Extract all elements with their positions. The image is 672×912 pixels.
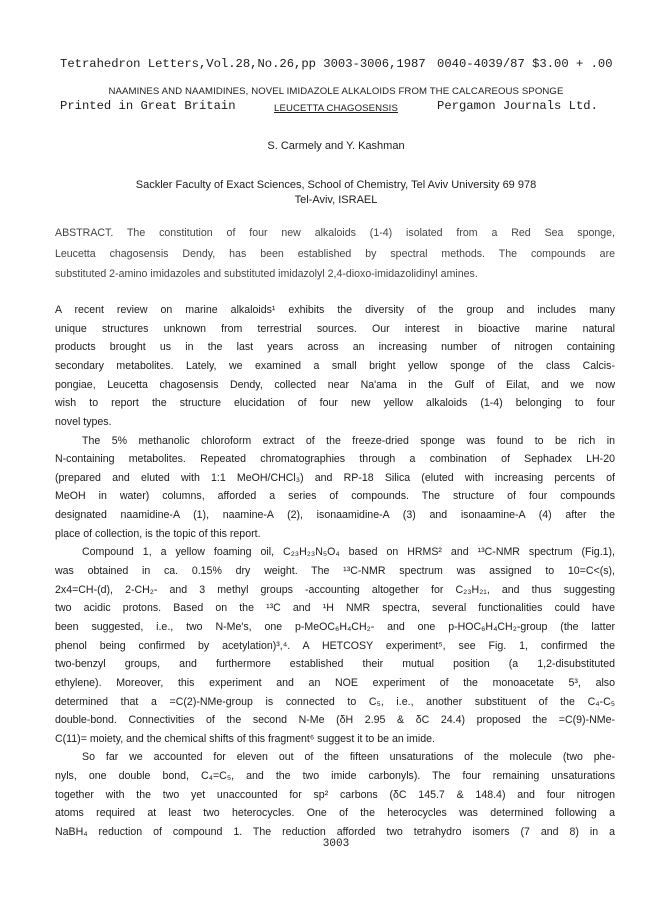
affiliation: Sackler Faculty of Exact Sciences, School of Chemistry, Tel Aviv University 69 978: [135, 179, 537, 191]
issn-price: 0040-4039/87 $3.00 + .00: [437, 57, 613, 71]
body-line: (prepared and eluted with 1:1 MeOH/CHCl₃) and RP-18 Silica (eluted with increasing percents of: [55, 471, 615, 484]
body-line: nyls, one double bond, C₄=C₅, and the two imide carbonyls). The four remaining unsaturations: [55, 770, 615, 783]
abstract-line: substituted 2-amino imidazoles and substituted imidazolyl 2,4-dioxo-imidazolidinyl amines.: [55, 268, 478, 280]
body-line: N-containing metabolites. Repeated chromatographies through a combination of Sephadex LH-20: [55, 453, 615, 466]
journal-citation: [60, 29, 426, 141]
authors: S. Carmely and Y. Kashman: [267, 140, 405, 152]
body-line: NaBH₄ reduction of compound 1. The reduction afforded two tetrahydro isomers (7 and 8) in a: [55, 826, 615, 838]
paper-title: NAAMINES AND NAAMIDINES, NOVEL IMIDAZOLE ALKALOIDS FROM THE CALCAREOUS SPONGE: [108, 86, 564, 97]
body-line: novel types.: [55, 415, 112, 428]
abstract-line: Leucetta chagosensis Dendy, has been established by spectral methods. The compounds are: [55, 248, 615, 260]
body-line: been suggested, i.e., two N-Me's, one p-MeOC₆H₄CH₂- and one p-HOC₆H₄CH₂-group (the latter: [55, 620, 615, 633]
body-line: atoms required at least two heterocycles. One of the heterocycles was determined following a: [55, 807, 615, 820]
body-line: designated naamidine-A (1), naamine-A (2), isonaamidine-A (3) and isonaamine-A (4) after the: [55, 509, 615, 522]
affiliation-city: Tel-Aviv, ISRAEL: [294, 194, 378, 206]
body-line: MeOH in water) columns, afforded a series of compounds. The structure of four compounds: [55, 490, 615, 503]
page-number: 3003: [322, 838, 350, 850]
paper-title-species: LEUCETTA CHAGOSENSIS: [274, 103, 398, 114]
citation-line: Tetrahedron Letters,Vol.28,No.26,pp 3003-3006,1987: [60, 57, 426, 71]
body-line: together with the two yet unaccounted for sp² carbons (δC 145.7 & 148.4) and four nitrogen: [55, 788, 615, 801]
body-line: was obtained in ca. 0.15% dry weight. The ¹³C-NMR spectrum was assigned to 10=C<(s),: [55, 565, 615, 577]
body-line: unique structures unknown from terrestrial sources. Our interest in bioactive marine natural: [55, 322, 615, 335]
printed-line: Printed in Great Britain: [60, 99, 236, 113]
body-line: ethylene). Moreover, this experiment and an NOE experiment of the monoacetate 5³, also: [55, 676, 615, 689]
body-line: determined that a =C(2)-NMe-group is connected to C₅, i.e., another substituent of the C₄-C₅: [55, 695, 615, 708]
body-line: pongiae, Leucetta chagosensis Dendy, collected near Na'ama in the Gulf of Eilat, and we now: [55, 378, 615, 391]
body-line: two-benzyl groups, and furthermore established their mutual position (a 1,2-disubstituted: [55, 658, 615, 671]
publisher-info: [437, 29, 613, 141]
body-line: secondary metabolites. Lately, we examined a small bright yellow sponge of the class Calcis-: [55, 359, 615, 372]
body-line: place of collection, is the topic of this report.: [55, 527, 261, 540]
publisher-name: Pergamon Journals Ltd.: [437, 99, 598, 113]
abstract-line: ABSTRACT. The constitution of four new alkaloids (1-4) isolated from a Red Sea sponge,: [55, 227, 615, 239]
body-line: A recent review on marine alkaloids¹ exhibits the diversity of the group and includes many: [55, 304, 615, 316]
body-line: C(11)= moiety, and the chemical shifts of this fragment⁶ suggest it to be an imide.: [55, 732, 435, 745]
body-line: double-bond. Connectivities of the second N-Me (δH 2.95 & δC 24.4) proposed the =C(9)-NMe-: [55, 714, 615, 727]
body-line: two acidic protons. Based on the ¹³C and ¹H NMR spectra, several functionalities could have: [55, 602, 615, 615]
body-line: wish to report the structure elucidation of four new yellow alkaloids (1-4) belonging to four: [55, 397, 615, 410]
body-line: products brought us in the last years across an increasing number of nitrogen containing: [55, 341, 615, 354]
body-line: Compound 1, a yellow foaming oil, C₂₃H₂₃N₅O₄ based on HRMS² and ¹³C-NMR spectrum (Fig.1),: [82, 546, 615, 559]
body-line: 2x4=CH-(d), 2-CH₂- and 3 methyl groups -accounting altogether for C₂₃H₂₁, and thus suggesting: [55, 583, 615, 596]
body-line: phenol being confirmed by acetylation)³,⁴. A HETCOSY experiment⁵, see Fig. 1, confirmed the: [55, 639, 615, 652]
body-line: The 5% methanolic chloroform extract of the freeze-dried sponge was found to be rich in: [82, 434, 615, 447]
body-line: So far we accounted for eleven out of the fifteen unsaturations of the molecule (two phe-: [82, 751, 615, 764]
